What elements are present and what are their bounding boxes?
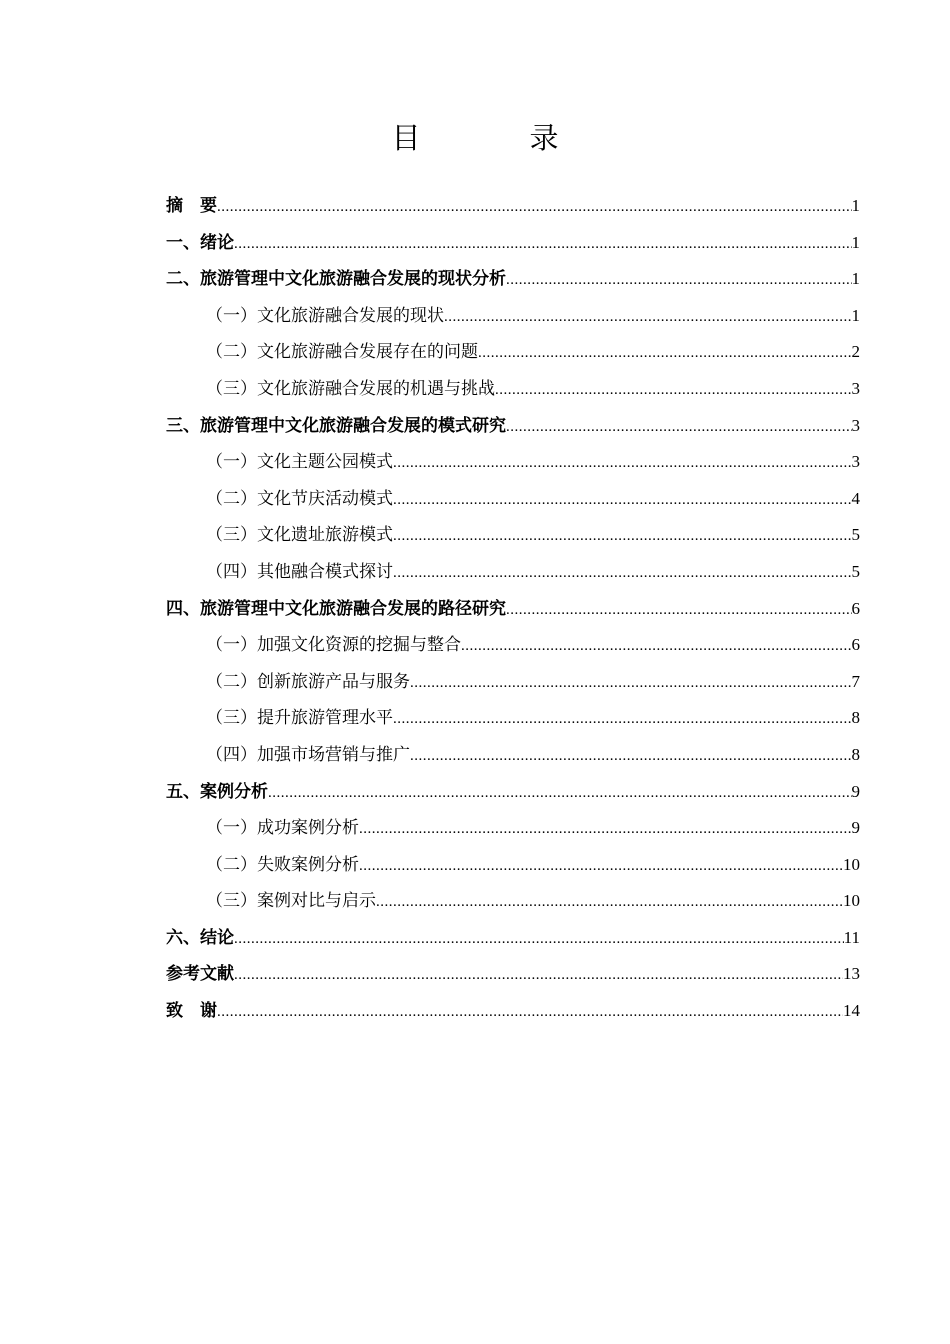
toc-entry-page-number: 4 (851, 488, 860, 508)
toc-entry-label: （二）失败案例分析 (206, 854, 359, 875)
toc-entry[interactable] (166, 408, 860, 445)
toc-entry[interactable] (166, 371, 860, 408)
dot-leader (359, 811, 852, 848)
dot-leader (376, 884, 843, 921)
dot-leader (268, 775, 852, 812)
toc-entry-page-number: 13 (843, 964, 860, 984)
toc-entry-page-number: 9 (851, 818, 860, 838)
toc-entry[interactable] (166, 810, 860, 847)
toc-entry-label: （四）加强市场营销与推广 (206, 744, 410, 765)
toc-entry-label: 摘 要 (166, 196, 217, 216)
toc-entry-page-number: 10 (843, 854, 860, 874)
toc-entry[interactable] (166, 298, 860, 335)
toc-entry-page-number: 5 (851, 561, 860, 581)
toc-entry-label: 二、旅游管理中文化旅游融合发展的现状分析 (166, 269, 506, 290)
toc-entry-label: （一）文化主题公园模式 (206, 452, 393, 473)
toc-entry[interactable] (166, 627, 860, 664)
toc-entry-page-number: 14 (843, 1001, 860, 1021)
toc-entry-label: 六、结论 (166, 927, 234, 948)
toc-entry[interactable] (166, 700, 860, 737)
dot-leader (506, 409, 852, 446)
toc-entry-label: 三、旅游管理中文化旅游融合发展的模式研究 (166, 415, 506, 436)
toc-entry[interactable] (166, 883, 860, 920)
dot-leader (217, 189, 852, 226)
toc-entry[interactable] (166, 188, 860, 225)
dot-leader (506, 592, 852, 629)
toc-entry[interactable] (166, 444, 860, 481)
toc-entry-page-number: 3 (851, 452, 860, 472)
dot-leader (444, 299, 852, 336)
toc-entry-page-number: 6 (851, 635, 860, 655)
toc-entry-page-number: 1 (851, 305, 860, 325)
toc-entry-label: （一）成功案例分析 (206, 818, 359, 839)
table-of-contents (166, 188, 860, 1030)
toc-entry-page-number: 3 (851, 415, 860, 435)
toc-entry-label: （三）文化遗址旅游模式 (206, 525, 393, 546)
dot-leader (359, 848, 843, 885)
dot-leader (393, 445, 852, 482)
toc-entry-page-number: 1 (851, 232, 860, 252)
toc-entry-label: 致 谢 (166, 1001, 217, 1022)
dot-leader (461, 628, 852, 665)
toc-entry-page-number: 8 (851, 708, 860, 728)
toc-entry-page-number: 2 (851, 342, 860, 362)
toc-entry[interactable] (166, 774, 860, 811)
toc-entry-page-number: 6 (851, 598, 860, 618)
toc-entry-page-number: 3 (851, 378, 860, 398)
toc-entry-page-number: 1 (851, 196, 860, 215)
toc-entry[interactable] (166, 591, 860, 628)
dot-leader (217, 994, 843, 1031)
toc-entry-label: （二）文化旅游融合发展存在的问题 (206, 342, 478, 363)
dot-leader (234, 921, 844, 958)
toc-entry[interactable] (166, 847, 860, 884)
toc-entry-label: （二）文化节庆活动模式 (206, 488, 393, 509)
toc-entry-page-number: 5 (851, 525, 860, 545)
toc-entry-label: 五、案例分析 (166, 781, 268, 802)
dot-leader (478, 335, 852, 372)
toc-entry[interactable] (166, 261, 860, 298)
toc-entry[interactable] (166, 554, 860, 591)
dot-leader (506, 262, 852, 299)
toc-entry[interactable] (166, 737, 860, 774)
toc-entry[interactable] (166, 956, 860, 993)
toc-entry-label: （四）其他融合模式探讨 (206, 561, 393, 582)
toc-entry-label: （二）创新旅游产品与服务 (206, 671, 410, 692)
dot-leader (410, 738, 852, 775)
toc-entry[interactable] (166, 225, 860, 262)
toc-entry-page-number: 9 (851, 781, 860, 801)
toc-entry-page-number: 7 (851, 671, 860, 691)
dot-leader (393, 555, 852, 592)
toc-entry-label: （一）文化旅游融合发展的现状 (206, 305, 444, 326)
toc-entry-page-number: 10 (843, 891, 860, 911)
toc-entry-label: （三）提升旅游管理水平 (206, 708, 393, 729)
toc-entry-page-number: 8 (851, 744, 860, 764)
toc-entry-label: （三）案例对比与启示 (206, 891, 376, 912)
toc-entry-label: （三）文化旅游融合发展的机遇与挑战 (206, 378, 495, 399)
toc-entry[interactable] (166, 920, 860, 957)
dot-leader (234, 226, 852, 263)
toc-entry[interactable] (166, 481, 860, 518)
toc-entry-label: 一、绪论 (166, 232, 234, 253)
toc-entry[interactable] (166, 664, 860, 701)
toc-entry[interactable] (166, 517, 860, 554)
dot-leader (234, 957, 843, 994)
toc-entry-label: 四、旅游管理中文化旅游融合发展的路径研究 (166, 598, 506, 619)
dot-leader (393, 701, 852, 738)
toc-entry-page-number: 1 (851, 269, 860, 289)
toc-entry[interactable] (166, 334, 860, 371)
dot-leader (495, 372, 852, 409)
page-title: 目 录 (391, 121, 599, 155)
toc-entry[interactable] (166, 993, 860, 1030)
toc-entry-label: 参考文献 (166, 964, 234, 985)
toc-entry-label: （一）加强文化资源的挖掘与整合 (206, 635, 461, 656)
toc-entry-page-number: 11 (843, 927, 860, 947)
dot-leader (393, 482, 852, 519)
dot-leader (410, 665, 852, 702)
dot-leader (393, 518, 852, 555)
